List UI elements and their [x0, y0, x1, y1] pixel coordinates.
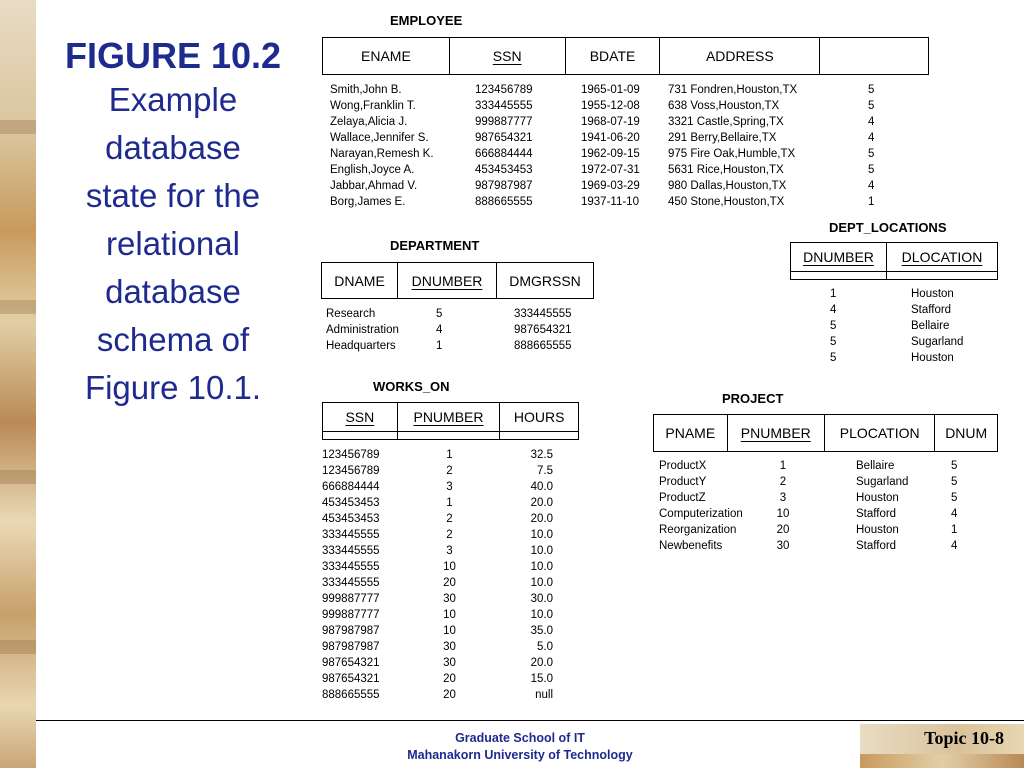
- decorative-side-strip: [0, 0, 36, 768]
- project-header: [653, 414, 998, 452]
- table-row: 123456789 2 7.5: [322, 465, 553, 477]
- table-row: Zelaya,Alicia J. 999887777 1968-07-19 3321 Castle,Spring,TX 4: [330, 116, 875, 128]
- table-row: Borg,James E. 888665555 1937-11-10 450 Stone,Houston,TX 1: [330, 196, 875, 208]
- table-row: 987654321 30 20.0: [322, 657, 553, 669]
- table-row: Wong,Franklin T. 333445555 1955-12-08 638 Voss,Houston,TX 5: [330, 100, 875, 112]
- table-row: Research 5 333445555: [326, 308, 572, 320]
- table-row: 888665555 20 null: [322, 689, 553, 701]
- footer-line-1: Graduate School of IT: [455, 731, 585, 745]
- table-row: 987654321 20 15.0: [322, 673, 553, 685]
- table-row: Smith,John B. 123456789 1965-01-09 731 Fondren,Houston,TX 5: [330, 84, 875, 96]
- employee-col-ename: ENAME: [323, 38, 450, 74]
- project-rows: [659, 458, 957, 554]
- table-row: ProductX 1 Bellaire 5: [659, 460, 958, 472]
- table-row: 453453453 1 20.0: [322, 497, 553, 509]
- table-row: 4 Stafford: [830, 304, 952, 316]
- table-row: Newbenefits 30 Stafford 4: [659, 540, 958, 552]
- decorative-bottom-strip: [860, 754, 1024, 768]
- table-row: English,Joyce A. 453453453 1972-07-31 5631 Rice,Houston,TX 5: [330, 164, 875, 176]
- project-col-dnum: DNUM: [945, 425, 988, 441]
- dept-locations-col-dnumber: DNUMBER: [791, 243, 887, 271]
- caption-line: Example: [108, 81, 238, 118]
- works-on-col-hours: HOURS: [513, 409, 565, 425]
- table-row: Jabbar,Ahmad V. 987987987 1969-03-29 980 Dallas,Houston,TX 4: [330, 180, 875, 192]
- footer-institution: [340, 730, 700, 764]
- table-row: ProductZ 3 Houston 5: [659, 492, 958, 504]
- caption-line: schema of: [96, 321, 250, 358]
- project-title: PROJECT: [722, 391, 784, 406]
- employee-col-ssn: SSN: [450, 38, 566, 74]
- dept-locations-title: DEPT_LOCATIONS: [829, 220, 947, 235]
- table-row: 333445555 2 10.0: [322, 529, 553, 541]
- department-col-dnumber: DNUMBER: [398, 263, 497, 298]
- dept-locations-col-dlocation: DLOCATION: [901, 249, 983, 265]
- department-title: DEPARTMENT: [390, 238, 480, 253]
- project-col-pname: PNAME: [654, 415, 728, 451]
- table-row: 987987987 10 35.0: [322, 625, 553, 637]
- employee-header: [322, 37, 929, 75]
- table-row: 333445555 20 10.0: [322, 577, 553, 589]
- topic-badge: [860, 724, 1024, 754]
- topic-label: Topic 10-8: [924, 728, 1004, 748]
- table-row: 999887777 10 10.0: [322, 609, 553, 621]
- caption-line: Figure 10.1.: [84, 369, 262, 406]
- project-col-pnumber: PNUMBER: [728, 415, 825, 451]
- caption-line: database: [105, 129, 241, 166]
- dept-locations-subline: [790, 271, 998, 280]
- caption-line: state for the: [85, 177, 261, 214]
- table-row: 666884444 3 40.0: [322, 481, 553, 493]
- table-row: 999887777 30 30.0: [322, 593, 553, 605]
- employee-col-extra: [820, 38, 928, 74]
- employee-title: EMPLOYEE: [390, 13, 463, 28]
- works-on-col-pnumber: PNUMBER: [398, 403, 501, 431]
- dept-locations-header: [790, 242, 998, 272]
- employee-rows: [330, 82, 874, 210]
- department-col-dmgrssn: DMGRSSN: [509, 272, 581, 289]
- figure-caption-text: [38, 76, 308, 412]
- table-row: 333445555 10 10.0: [322, 561, 553, 573]
- works-on-rows: [322, 447, 553, 703]
- works-on-title: WORKS_ON: [373, 379, 450, 394]
- dept-locations-rows: [830, 286, 963, 366]
- table-row: 123456789 1 32.5: [322, 449, 553, 461]
- table-row: 1 Houston: [830, 288, 954, 300]
- works-on-header: [322, 402, 579, 432]
- table-row: 5 Sugarland: [830, 336, 964, 348]
- department-rows: [326, 306, 572, 354]
- employee-col-bdate: BDATE: [566, 38, 661, 74]
- table-row: Administration 4 987654321: [326, 324, 572, 336]
- caption-line: relational: [106, 225, 240, 262]
- table-row: Computerization 10 Stafford 4: [659, 508, 958, 520]
- table-row: Reorganization 20 Houston 1: [659, 524, 958, 536]
- employee-col-address: ADDRESS: [660, 38, 820, 74]
- table-row: Headquarters 1 888665555: [326, 340, 572, 352]
- footer-divider: [36, 720, 1024, 721]
- project-col-plocation: PLOCATION: [825, 415, 935, 451]
- figure-number: FIGURE 10.2: [64, 35, 282, 76]
- department-col-dname: DNAME: [322, 263, 398, 298]
- table-row: Wallace,Jennifer S. 987654321 1941-06-20 291 Berry,Bellaire,TX 4: [330, 132, 875, 144]
- table-row: 5 Houston: [830, 352, 954, 364]
- table-row: 5 Bellaire: [830, 320, 950, 332]
- table-row: ProductY 2 Sugarland 5: [659, 476, 958, 488]
- works-on-subline: [322, 431, 579, 440]
- works-on-col-ssn: SSN: [323, 403, 398, 431]
- caption-line: database: [105, 273, 241, 310]
- figure-caption: [38, 36, 308, 412]
- table-row: 333445555 3 10.0: [322, 545, 553, 557]
- table-row: 453453453 2 20.0: [322, 513, 553, 525]
- footer-line-2: Mahanakorn University of Technology: [407, 748, 633, 762]
- table-row: 987987987 30 5.0: [322, 641, 553, 653]
- department-header: [321, 262, 594, 299]
- table-row: Narayan,Remesh K. 666884444 1962-09-15 975 Fire Oak,Humble,TX 5: [330, 148, 875, 160]
